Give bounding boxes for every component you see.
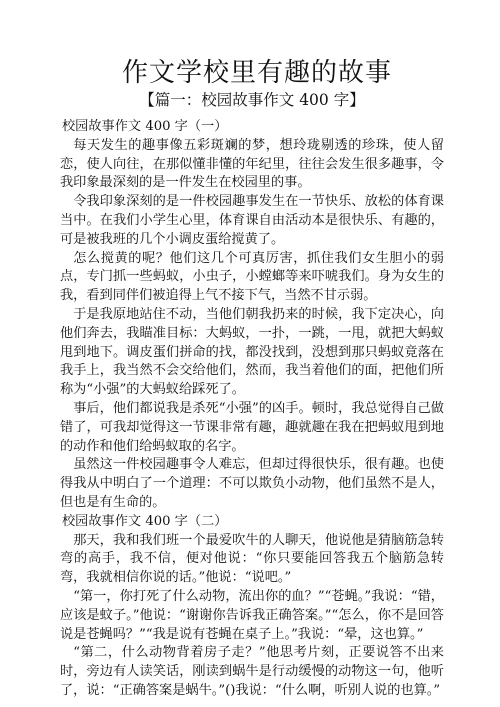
paragraph: 每天发生的趣事像五彩斑斓的梦，想玲珑剔透的珍珠，使人留恋，使人向往，在那似懂非懂的年纪里，往往会发生很多趣事，令我印象最深刻的是一件发生在校园里的事。: [60, 137, 444, 191]
paragraph: 事后，他们都说我是杀死“小强”的凶手。顿时，我总觉得自己做错了，可我却觉得这一节课非常有趣，趣就趣在我在把蚂蚁甩到地的动作和他们给蚂蚁取的名字。: [60, 400, 444, 454]
section-heading: 校园故事作文 400 字（一）: [62, 119, 228, 134]
document-subtitle: 【篇一：校园故事作文 400 字】: [139, 91, 365, 109]
section-heading: 校园故事作文 400 字（二）: [62, 513, 228, 529]
paragraph: 于是我原地站住不动，当他们朝我扔来的时候，我下定决心，向他们奔去，我瞄准目标：大蚂蚁，一扑，一跳，一甩，就把大蚂蚁甩到地下。调皮蛋们拼命的找，都没找到，没想到那只蚂蚁竟落在我手上，我当然不会交给他们，然而，我当着他们的面，把他们所称为“小强”的大蚂蚁给踩死了。: [60, 306, 444, 398]
document-title: 作文学校里有趣的故事: [121, 58, 392, 88]
paragraph: “第一，你打死了什么动物，流出你的血？”“苍蝇。”我说：“错，应该是蚊子。”他说：“谢谢你告诉我正确答案。”“怎么，你不是回答说是苍蝇吗？”“我是说有苍蝇在桌子上。”我说：“晕，这也算。”: [60, 588, 444, 642]
document-page: [60, 58, 444, 701]
paragraph: 虽然这一件校园趣事令人难忘，但却过得很快乐，很有趣。也使得我从中明白了一个道理：不可以欺负小动物，他们虽然不是人，但也是有生命的。: [60, 457, 444, 510]
paragraph: 怎么搅黄的呢？他们这几个可真厉害，抓住我们女生胆小的弱点，专门抓一些蚂蚁，小虫子，小螳螂等来吓唬我们。身为女生的我，看到同伴们被追得上气不接下气，当然不甘示弱。: [60, 250, 444, 304]
paragraph: 那天，我和我们班一个最爱吹牛的人聊天，他说他是猜脑筋急转弯的高手，我不信，便对他说：“你只要能回答我五个脑筋急转弯，我就相信你说的话。”他说：“说吧。”: [60, 532, 444, 586]
paragraph: 令我印象深刻的是一件校园趣事发生在一节快乐、放松的体育课当中。在我们小学生心里，体育课自由活动本是很快乐、有趣的，可是被我班的几个小调皮蛋给搅黄了。: [60, 194, 444, 247]
section-2: [60, 513, 444, 701]
section-1: [60, 118, 444, 513]
paragraph: “第二，什么动物背着房子走？”他思考片刻，正要说答不出来时，旁边有人读笑话，刚读到蜗牛是行动缓慢的动物这一句，他听了，说：“正确答案是蜗牛。”()我说：“什么啊，听别人说的也算。”: [60, 645, 444, 698]
